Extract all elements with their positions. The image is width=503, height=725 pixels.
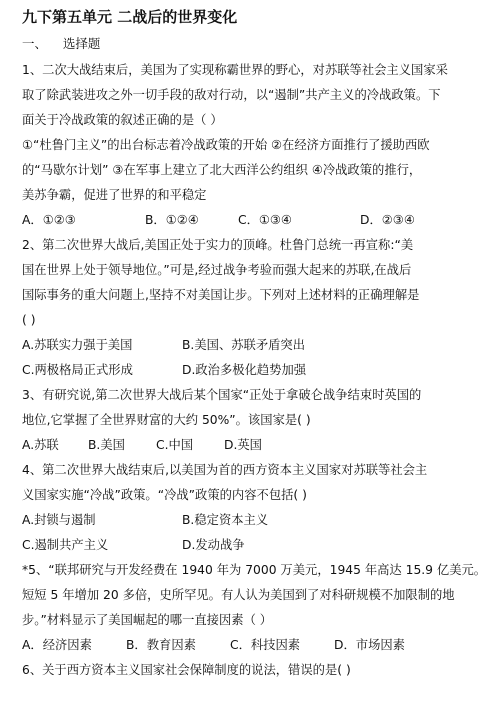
question-3 — [22, 383, 493, 458]
option-a: A．①②③ — [22, 213, 76, 227]
question-1-line: 面关于冷战政策的叙述正确的是（ ） — [22, 113, 223, 127]
option-b: B.美国、苏联矛盾突出 — [182, 338, 306, 352]
question-3-line: 地位,它掌握了全世界财富的大约 50%”。该国家是( ) — [22, 413, 311, 427]
question-5 — [22, 558, 493, 658]
option-a: A.苏联 — [22, 438, 59, 452]
question-6 — [22, 658, 493, 683]
question-1-line: 的“马歇尔计划” ③在军事上建立了北大西洋公约组织 ④冷战政策的推行， — [22, 163, 422, 177]
question-2-line: 国在世界上处于领导地位。”可是,经过战争考验而强大起来的苏联,在战后 — [22, 263, 412, 277]
question-6-line: 6、关于西方资本主义国家社会保障制度的说法，错误的是( ) — [22, 663, 351, 677]
option-d: D.英国 — [224, 438, 262, 452]
question-2-line: ( ) — [22, 313, 36, 327]
option-d: D.政治多极化趋势加强 — [182, 363, 307, 377]
option-c: C.遏制共产主义 — [22, 538, 109, 552]
option-a: A.苏联实力强于美国 — [22, 338, 133, 352]
question-3-line: 3、有研究说,第二次世界大战后某个国家“正处于拿破仑战争结束时英国的 — [22, 388, 422, 402]
question-4-line: 4、第二次世界大战结束后,以美国为首的西方资本主义国家对苏联等社会主 — [22, 463, 428, 477]
option-c: C.两极格局正式形成 — [22, 363, 133, 377]
question-5-options — [22, 633, 493, 658]
option-a: A.封锁与遏制 — [22, 513, 96, 527]
question-4-options-row-1 — [22, 508, 493, 533]
page-title: 九下第五单元 二战后的世界变化 — [22, 8, 238, 26]
option-a: A．经济因素 — [22, 638, 92, 652]
question-2-options-row-1 — [22, 333, 493, 358]
question-2-line: 2、第二次世界大战后,美国正处于实力的顶峰。杜鲁门总统一再宣称:“美 — [22, 238, 414, 252]
section-heading: 一、 选择题 — [22, 36, 101, 51]
question-1-line: 1、二次大战结束后，美国为了实现称霸世界的野心，对苏联等社会主义国家采 — [22, 63, 448, 77]
question-5-line: *5、“联邦研究与开发经费在 1940 年为 7000 万美元，1945 年高达 15.9 亿美元。 — [22, 563, 487, 577]
question-3-options — [22, 433, 493, 458]
question-4 — [22, 458, 493, 558]
question-1-line: 美苏争霸，促进了世界的和平稳定 — [22, 188, 207, 202]
option-b: B．①②④ — [145, 213, 199, 227]
option-c: C．①③④ — [238, 213, 292, 227]
option-c: C.中国 — [156, 438, 194, 452]
question-4-options-row-2 — [22, 533, 493, 558]
option-d: D．市场因素 — [334, 638, 405, 652]
question-1-line: ①“杜鲁门主义”的出台标志着冷战政策的开始 ②在经济方面推行了援助西欧 — [22, 138, 430, 152]
option-c: C．科技因素 — [230, 638, 301, 652]
option-d: D.发动战争 — [182, 538, 245, 552]
question-1-options — [22, 208, 493, 233]
question-2 — [22, 233, 493, 383]
question-1 — [22, 58, 493, 233]
option-b: B．教育因素 — [126, 638, 196, 652]
question-4-line: 义国家实施“冷战”政策。“冷战”政策的内容不包括( ) — [22, 488, 307, 502]
question-5-line: 步。”材料显示了美国崛起的哪一直接因素（ ） — [22, 613, 273, 627]
option-b: B.美国 — [88, 438, 125, 452]
question-2-options-row-2 — [22, 358, 493, 383]
question-5-line: 短短 5 年增加 20 多倍，史所罕见。有人认为美国到了对科研规模不加限制的地 — [22, 588, 455, 602]
option-b: B.稳定资本主义 — [182, 513, 269, 527]
question-1-line: 取了除武装进攻之外一切手段的敌对行动，以“遏制”共产主义的冷战政策。下 — [22, 88, 441, 102]
question-2-line: 国际事务的重大问题上,坚持不对美国让步。下列对上述材料的正确理解是 — [22, 288, 420, 302]
option-d: D．②③④ — [360, 213, 415, 227]
